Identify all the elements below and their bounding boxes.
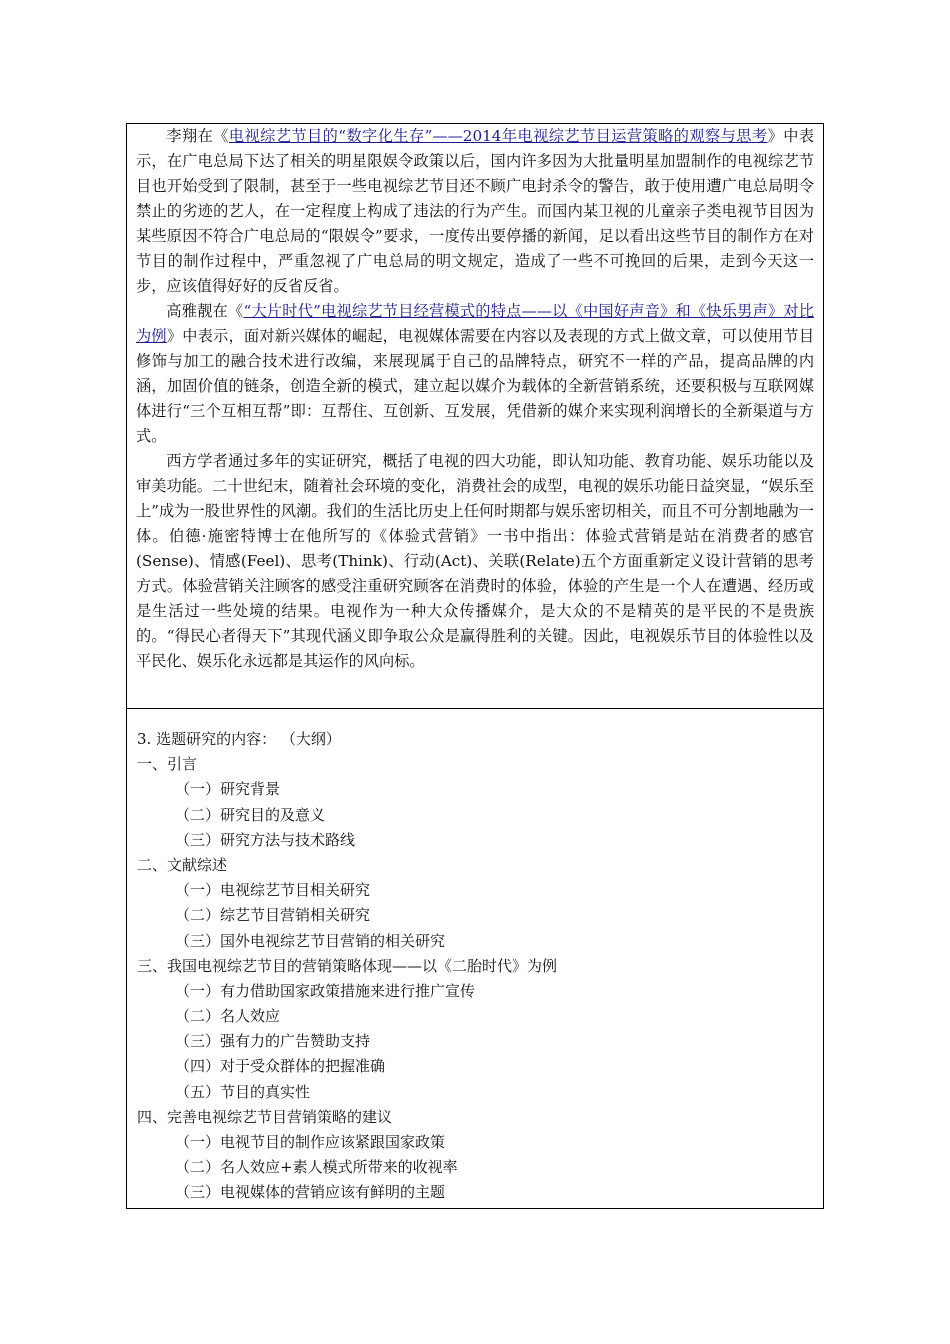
outline-subsection: （三）国外电视综艺节目营销的相关研究 <box>175 931 446 950</box>
review-paragraph-3 <box>127 449 823 674</box>
outline-section: 二、文献综述 <box>137 855 228 874</box>
research-outline <box>137 727 557 1206</box>
outline-section: 一、引言 <box>137 755 198 774</box>
outline-section: 四、完善电视综艺节目营销策略的建议 <box>137 1107 393 1126</box>
review-paragraph-2 <box>127 299 823 449</box>
outline-subsection: （三）电视媒体的营销应该有鲜明的主题 <box>175 1183 446 1202</box>
paragraph-text: 李翔在《 <box>166 127 229 145</box>
outline-subsection: （二）综艺节目营销相关研究 <box>175 906 371 925</box>
outline-subsection: （三）强有力的广告赞助支持 <box>175 1032 371 1051</box>
outline-subsection: （一）电视综艺节目相关研究 <box>175 881 371 900</box>
outline-subsection: （一）研究背景 <box>175 780 281 799</box>
citation-link[interactable]: “大片时代”电视综艺节目经营模式的特点——以《中国好声音》和《快乐男声》对比为例 <box>136 302 815 345</box>
outline-subsection: （五）节目的真实性 <box>175 1082 311 1101</box>
paragraph-text: 高雅靓在《 <box>166 302 244 320</box>
outline-heading: 3. 选题研究的内容： （大纲） <box>137 730 341 748</box>
literature-review-cell <box>127 124 823 709</box>
review-paragraph-1 <box>127 124 823 299</box>
outline-subsection: （二）研究目的及意义 <box>175 805 326 824</box>
citation-link[interactable]: 电视综艺节目的“数字化生存”——2014年电视综艺节目运营策略的观察与思考 <box>228 127 768 145</box>
paragraph-text: 》中表示，面对新兴媒体的崛起，电视媒体需要在内容以及表现的方式上做文章，可以使用节目修饰与加工的融合技术进行改编，来展现属于自己的品牌特点，研究不一样的产品，提高品牌的内涵，加固价值的链条，创造全新的模式，建立起以媒介为载体的全新营销系统，还要积极与互联网媒体进行“三个互相互帮”即：互帮住、互创新、互发展，凭借新的媒介来实现利润增长的全新渠道与方式。 <box>136 327 815 445</box>
outline-subsection: （四）对于受众群体的把握准确 <box>175 1057 386 1076</box>
paragraph-text: 西方学者通过多年的实证研究，概括了电视的四大功能，即认知功能、教育功能、娱乐功能以及审美功能。二十世纪末，随着社会环境的变化，消费社会的成型，电视的娱乐功能日益突显，“娱乐至上”成为一股世界性的风潮。我们的生活比历史上任何时期都与娱乐密切相关，而且不可分割地融为一体。伯德·施密特博士在他所写的《体验式营销》一书中指出：体验式营销是站在消费者的感官(Sense)、情感(Feel)、思考(Think)、行动(Act)、关联(Relate)五个方面重新定义设计营销的思考方式。体验营销关注顾客的感受注重研究顾客在消费时的体验，体验的产生是一个人在遭遇、经历或是生活过一些处境的结果。电视作为一种大众传播媒介，是大众的不是精英的是平民的不是贵族的。“得民心者得天下”其现代涵义即争取公众是赢得胜利的关键。因此，电视娱乐节目的体验性以及平民化、娱乐化永远都是其运作的风向标。 <box>136 452 814 670</box>
outline-subsection: （二）名人效应 <box>175 1007 281 1026</box>
outline-subsection: （二）名人效应+素人模式所带来的收视率 <box>175 1158 458 1177</box>
outline-subsection: （一）有力借助国家政策措施来进行推广宣传 <box>175 981 476 1000</box>
paragraph-text: 》中表示，在广电总局下达了相关的明星限娱令政策以后，国内许多因为大批量明星加盟制作的电视综艺节目也开始受到了限制，甚至于一些电视综艺节目还不顾广电封杀令的警告，敢于使用遭广电总局明令禁止的劣迹的艺人，在一定程度上构成了违法的行为产生。而国内某卫视的儿童亲子类电视节目因为某些原因不符合广电总局的“限娱令”要求，一度传出要停播的新闻，足以看出这些节目的制作方在对节目的制作过程中，严重忽视了广电总局的明文规定，造成了一些不可挽回的后果，走到今天这一步，应该值得好好的反省反省。 <box>136 127 815 295</box>
outline-section: 三、我国电视综艺节目的营销策略体现——以《二胎时代》为例 <box>137 956 558 975</box>
proposal-table <box>126 123 824 1209</box>
outline-subsection: （一）电视节目的制作应该紧跟国家政策 <box>175 1133 446 1151</box>
outline-cell <box>127 709 823 1209</box>
outline-subsection: （三）研究方法与技术路线 <box>175 830 356 849</box>
